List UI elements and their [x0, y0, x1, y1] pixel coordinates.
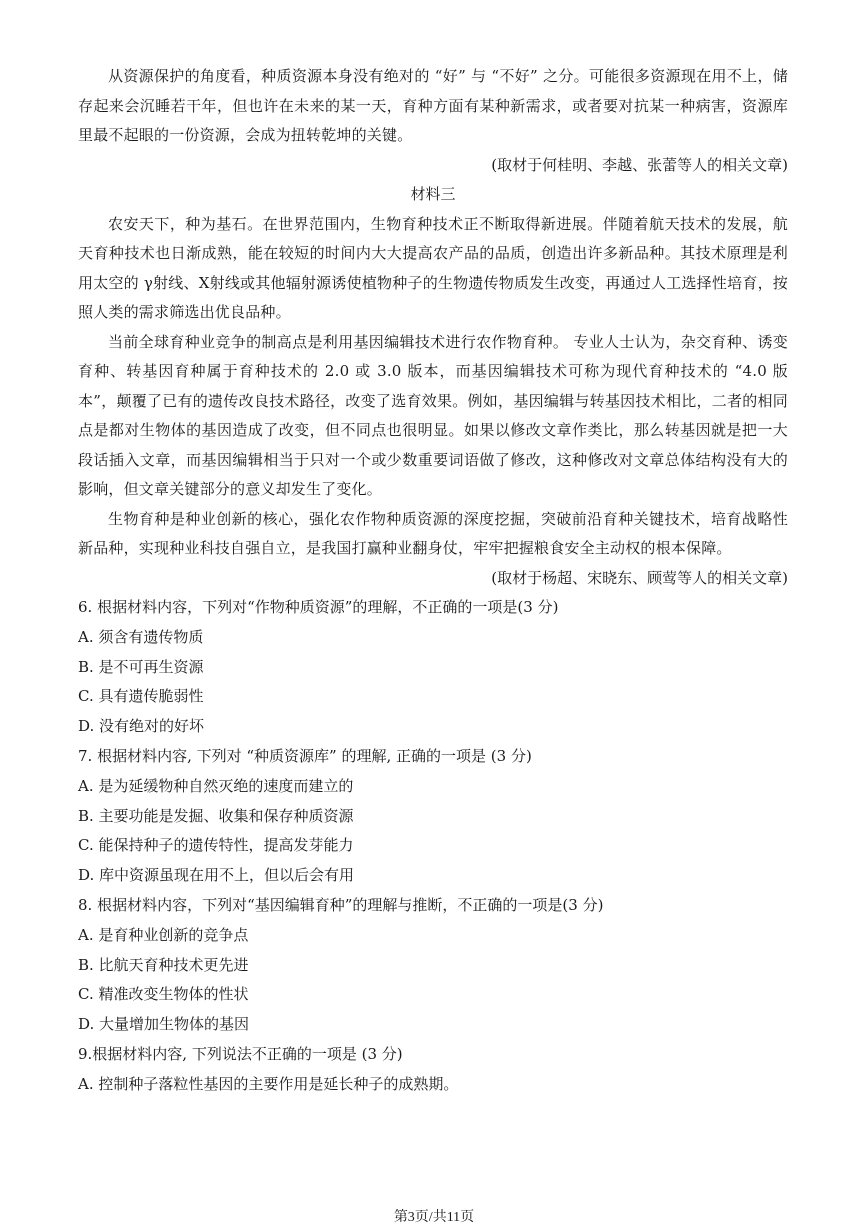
material3-heading: 材料三 — [410, 185, 456, 203]
question-8 — [78, 891, 788, 1040]
page-content — [78, 62, 788, 1100]
option-a: A. 是为延缓物种自然灭绝的速度而建立的 — [78, 776, 354, 795]
question-stem: 6. 根据材料内容，下列对“作物种质资源”的理解，不正确的一项是(3 分) — [78, 598, 559, 616]
question-stem: 9.根据材料内容, 下列说法不正确的一项是 (3 分) — [78, 1044, 403, 1063]
material2-paragraph: 从资源保护的角度看，种质资源本身没有绝对的 “好” 与 “不好” 之分。可能很多资源现在用不上，储存起来会沉睡若干年，但也许在未来的某一天，育种方面有某种新需求，或者要对抗某一种病害，资源库里最不起眼的一份资源，会成为扭转乾坤的关键。 — [78, 67, 788, 144]
question-9 — [78, 1040, 788, 1100]
material3-paragraph-3: 生物育种是种业创新的核心，强化农作物种质资源的深度挖掘，突破前沿育种关键技术，培育战略性新品种，实现种业科技自强自立，是我国打赢种业翻身仗，牢牢把握粮食安全主动权的根本保障。 — [78, 509, 788, 557]
question-7 — [78, 742, 788, 891]
option-c: C. 具有遗传脆弱性 — [78, 687, 204, 706]
option-a: A. 是育种业创新的竞争点 — [78, 925, 249, 944]
material3-paragraph-1: 农安天下，种为基石。在世界范围内，生物育种技术正不断取得新进展。伴随着航天技术的发展，航天育种技术也日渐成熟，能在较短的时间内大大提高农产品的品质，创造出许多新品种。其技术原理是利用太空的 γ射线、X射线或其他辐射源诱使植物种子的生物遗传物质发生改变，再通过人工选择性培育，按照人类的需求筛选出优良品种。 — [78, 214, 788, 321]
option-b: B. 是不可再生资源 — [78, 657, 204, 676]
option-a: A. 须含有遗传物质 — [78, 627, 204, 646]
option-c: C. 精准改变生物体的性状 — [78, 985, 249, 1004]
option-b: B. 主要功能是发掘、收集和保存种质资源 — [78, 806, 354, 825]
page-number: 第3页/共11页 — [393, 1210, 475, 1225]
option-c: C. 能保持种子的遗传特性，提高发芽能力 — [78, 836, 354, 855]
option-a: A. 控制种子落粒性基因的主要作用是延长种子的成熟期。 — [78, 1074, 459, 1093]
question-stem: 8. 根据材料内容，下列对“基因编辑育种”的理解与推断，不正确的一项是(3 分) — [78, 895, 604, 914]
question-stem: 7. 根据材料内容, 下列对 “种质资源库” 的理解, 正确的一项是 (3 分) — [78, 746, 532, 765]
option-b: B. 比航天育种技术更先进 — [78, 955, 249, 974]
option-d: D. 库中资源虽现在用不上，但以后会有用 — [78, 866, 355, 885]
material3-paragraph-2: 当前全球育种业竞争的制高点是利用基因编辑技术进行农作物育种。 专业人士认为，杂交育种、诱变育种、转基因育种属于育种技术的 2.0 或 3.0 版本，而基因编辑技术可称为现代育种技术的 “4.0 版本”，颠覆了已有的遗传改良技术路径，改变了选育效果。例如，基因编辑与转基因技术相比，二者的相同点是都对生物体的基因造成了改变，但不同点也很明显。如果以修改文章作类比，那么转基因就是把一大段话插入文章，而基因编辑相当于只对一个或少数重要词语做了修改，这种修改对文章总体结构没有大的影响，但文章关键部分的意义却发生了变化。 — [78, 332, 788, 498]
material2-source: (取材于何桂明、李越、张蕾等人的相关文章) — [491, 155, 788, 174]
material3-source: (取材于杨超、宋晓东、顾莺等人的相关文章) — [491, 568, 788, 587]
question-6 — [78, 593, 788, 742]
option-d: D. 没有绝对的好坏 — [78, 717, 205, 736]
option-d: D. 大量增加生物体的基因 — [78, 1015, 250, 1034]
